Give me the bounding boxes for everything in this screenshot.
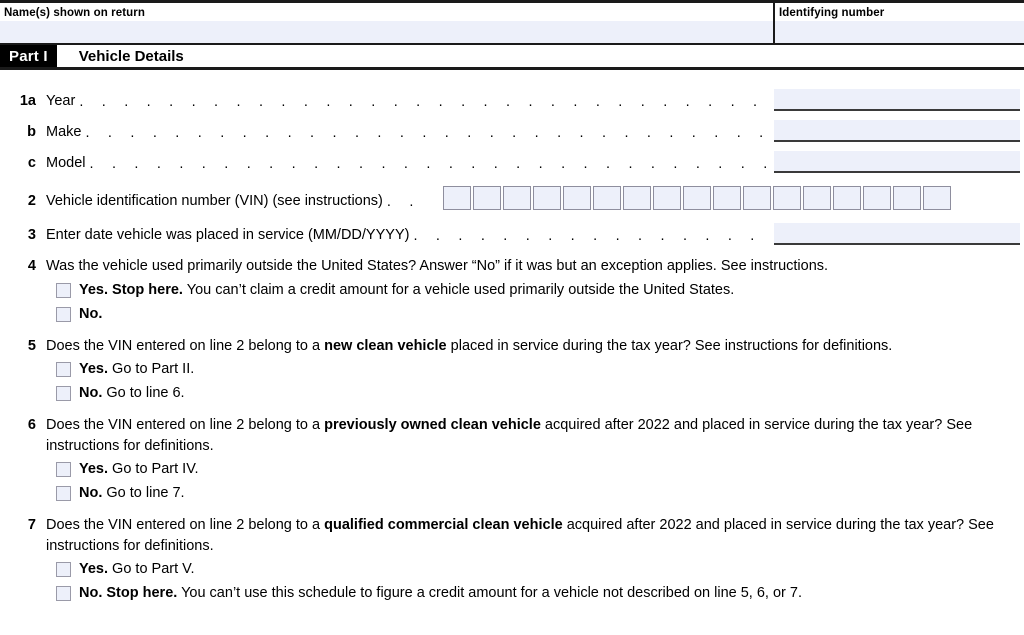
- vin-box[interactable]: [833, 186, 861, 210]
- line-3-number: 3: [27, 227, 36, 243]
- question-number: 4: [27, 258, 36, 274]
- line-3-input[interactable]: [774, 223, 1020, 245]
- answer-option-lead: Yes.: [79, 461, 109, 477]
- identifying-number-cell: [775, 3, 1024, 43]
- line-1-input[interactable]: [774, 120, 1020, 142]
- line-2-leader: [387, 191, 431, 211]
- answer-checkbox[interactable]: [56, 386, 71, 401]
- answer-checkbox[interactable]: [56, 362, 71, 377]
- answer-option[interactable]: [46, 583, 1014, 604]
- answer-option[interactable]: [46, 304, 1014, 325]
- line-1-label: Model: [46, 155, 86, 171]
- answer-option-lead: No.: [79, 485, 103, 501]
- answer-option-lead: Yes.: [79, 361, 109, 377]
- answer-option-lead: Yes.: [79, 561, 109, 577]
- answer-option-lead: Yes. Stop here.: [79, 281, 183, 298]
- question-text-emphasis: new clean vehicle: [324, 337, 447, 354]
- answer-option-label: [79, 280, 734, 301]
- answer-option-label: [79, 483, 185, 504]
- line-1-row: [0, 80, 1024, 111]
- answer-option-lead: No. Stop here.: [79, 585, 178, 601]
- question-block: [0, 336, 1024, 405]
- line-3-label: Enter date vehicle was placed in service (MM/DD/YYYY): [46, 227, 410, 243]
- question-text-part: Was the vehicle used primarily outside the United States? Answer “No” if it was but an exception applies. See instructions.: [46, 258, 829, 274]
- name-shown-on-return-label: Name(s) shown on return: [0, 3, 773, 21]
- question-text-part: acquired after 2022 and placed in service during the tax year? See instructions for definitions.: [46, 517, 994, 554]
- question-number: 6: [27, 417, 36, 433]
- answer-option[interactable]: [46, 383, 1014, 404]
- answer-checkbox[interactable]: [56, 562, 71, 577]
- part-tag: Part I: [0, 45, 57, 67]
- question-text-part: Does the VIN entered on line 2 belong to a: [46, 417, 325, 433]
- question-text: [46, 256, 1014, 277]
- answer-option-label: [79, 459, 199, 480]
- answer-checkbox[interactable]: [56, 462, 71, 477]
- answer-option-label: [79, 583, 802, 604]
- question-block: [0, 515, 1024, 604]
- line-3-leader: [413, 225, 770, 245]
- identifying-number-label: Identifying number: [775, 3, 1024, 21]
- answer-option-lead: No.: [79, 305, 103, 322]
- vin-box[interactable]: [773, 186, 801, 210]
- line-1-row: [0, 111, 1024, 142]
- answer-option-rest: You can’t use this schedule to figure a credit amount for a vehicle not described on line 5, 6, or 7.: [177, 585, 802, 601]
- line-1-number: c: [27, 155, 36, 171]
- question-text-part: acquired after 2022 and placed in service during the tax year? See instructions for definitions.: [46, 417, 973, 454]
- form-header: [0, 3, 1024, 45]
- question-number: 7: [27, 517, 36, 533]
- vin-boxes[interactable]: [443, 186, 951, 210]
- answer-option[interactable]: [46, 359, 1014, 380]
- questions-list: [0, 256, 1024, 604]
- answer-option-rest: Go to Part V.: [108, 561, 195, 577]
- question-text: [46, 415, 1014, 456]
- answer-option-rest: Go to line 6.: [102, 385, 185, 401]
- question-text: [46, 515, 1014, 556]
- answer-option[interactable]: [46, 280, 1014, 301]
- vin-box[interactable]: [743, 186, 771, 210]
- name-shown-on-return-cell: [0, 3, 775, 43]
- line-1-label: Year: [46, 93, 76, 109]
- vin-box[interactable]: [623, 186, 651, 210]
- line-1-number: b: [27, 124, 36, 140]
- vin-box[interactable]: [533, 186, 561, 210]
- vin-box[interactable]: [923, 186, 951, 210]
- vin-box[interactable]: [473, 186, 501, 210]
- line-3-row: [0, 211, 1024, 245]
- question-text-emphasis: qualified commercial clean vehicle: [324, 517, 563, 533]
- vin-box[interactable]: [503, 186, 531, 210]
- line-1-row: [0, 142, 1024, 173]
- answer-option-label: [79, 383, 185, 404]
- vin-box[interactable]: [863, 186, 891, 210]
- part-one-header: [0, 45, 1024, 70]
- question-body: [46, 336, 1024, 405]
- line-1-leader: [90, 153, 771, 173]
- vin-box[interactable]: [893, 186, 921, 210]
- answer-checkbox[interactable]: [56, 307, 71, 322]
- line-1-input[interactable]: [774, 151, 1020, 173]
- vin-box[interactable]: [563, 186, 591, 210]
- answer-option-rest: You can’t claim a credit amount for a vehicle used primarily outside the United States.: [182, 281, 735, 298]
- answer-checkbox[interactable]: [56, 586, 71, 601]
- answer-option[interactable]: [46, 459, 1014, 480]
- answer-option[interactable]: [46, 483, 1014, 504]
- line-1-input[interactable]: [774, 89, 1020, 111]
- answer-option-rest: Go to line 7.: [102, 485, 185, 501]
- line-2-label: Vehicle identification number (VIN) (see instructions): [46, 193, 383, 209]
- vin-box[interactable]: [443, 186, 471, 210]
- answer-option-label: [79, 304, 102, 325]
- line-2-number: 2: [27, 193, 36, 209]
- answer-checkbox[interactable]: [56, 283, 71, 298]
- vin-box[interactable]: [803, 186, 831, 210]
- vin-box[interactable]: [593, 186, 621, 210]
- question-text-part: Does the VIN entered on line 2 belong to a: [46, 517, 325, 533]
- question-block: [0, 256, 1024, 325]
- form-body: [0, 70, 1024, 604]
- line-1-leader: [79, 91, 770, 111]
- part-title: Vehicle Details: [57, 45, 1024, 67]
- answer-option-rest: Go to Part II.: [108, 361, 195, 377]
- question-text-part: Does the VIN entered on line 2 belong to a: [46, 337, 325, 354]
- vehicle-detail-lines: [0, 80, 1024, 173]
- answer-option-label: [79, 559, 195, 580]
- line-2-row: [0, 173, 1024, 211]
- question-body: [46, 415, 1024, 504]
- line-1-label: Make: [46, 124, 82, 140]
- answer-option[interactable]: [46, 559, 1014, 580]
- answer-checkbox[interactable]: [56, 486, 71, 501]
- question-number: 5: [27, 337, 36, 354]
- question-block: [0, 415, 1024, 504]
- answer-option-rest: Go to Part IV.: [108, 461, 199, 477]
- question-body: [46, 515, 1024, 604]
- name-shown-on-return-input[interactable]: [0, 21, 773, 43]
- vin-box[interactable]: [653, 186, 681, 210]
- identifying-number-input[interactable]: [775, 21, 1024, 43]
- question-text-part: placed in service during the tax year? See instructions for definitions.: [446, 337, 893, 354]
- vin-box[interactable]: [683, 186, 711, 210]
- vin-box[interactable]: [713, 186, 741, 210]
- line-1-number: 1a: [19, 93, 36, 109]
- question-text-emphasis: previously owned clean vehicle: [324, 417, 541, 433]
- answer-option-lead: No.: [79, 385, 103, 401]
- question-text: [46, 336, 1014, 357]
- question-body: [46, 256, 1024, 325]
- answer-option-label: [79, 359, 194, 380]
- line-1-leader: [85, 122, 770, 142]
